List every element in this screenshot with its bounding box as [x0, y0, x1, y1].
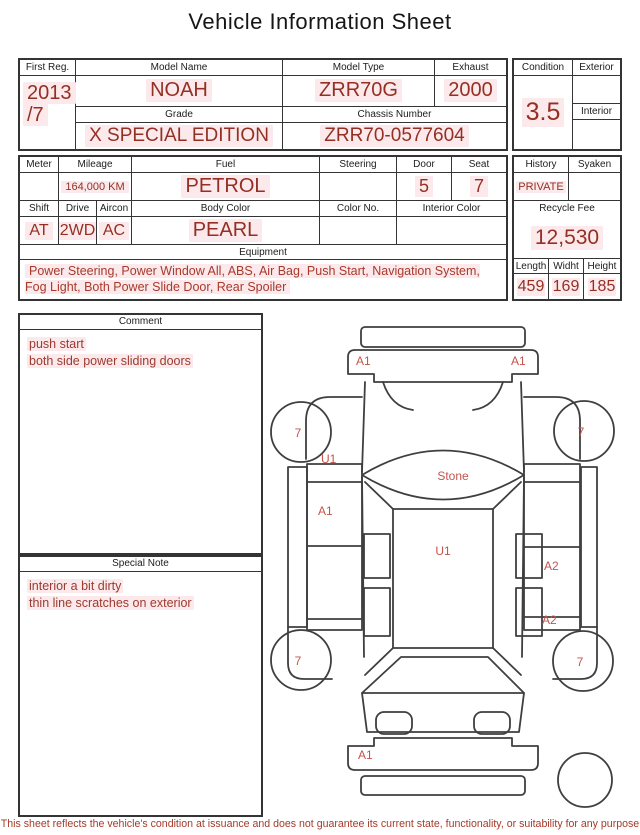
- spec-table: [18, 155, 508, 301]
- right-panel-dividers: [524, 482, 580, 617]
- recycle-fee-label: Recycle Fee: [539, 203, 595, 214]
- right-door-window-front: [516, 534, 542, 578]
- condition-label: Condition: [514, 60, 572, 76]
- model-type-cell: [283, 60, 435, 106]
- exterior-value: [573, 76, 620, 104]
- pillar-front-right: [493, 482, 521, 509]
- comment-label: Comment: [20, 315, 261, 330]
- equipment-label: Equipment: [20, 245, 506, 260]
- body-color-value: PEARL: [189, 219, 263, 242]
- rear-window: [362, 657, 524, 693]
- identity-table: [18, 58, 508, 151]
- hood-right-edge: [521, 382, 524, 472]
- pillar-rear-right: [493, 648, 521, 675]
- chassis-number-value: ZRR70-0577604: [320, 125, 468, 147]
- recycle-fee-value: 12,530: [531, 226, 603, 250]
- model-name-label: Model Name: [76, 60, 282, 76]
- mileage-value: 164,000 KM: [61, 181, 128, 193]
- rear-lower-strip: [361, 776, 525, 795]
- aircon-label: Aircon: [97, 201, 132, 217]
- front-left-fender: [306, 397, 362, 459]
- meter-value: [20, 173, 59, 200]
- history-fee-table: [512, 155, 622, 301]
- width-value: 169: [552, 277, 580, 295]
- car-top-view-diagram: [268, 312, 640, 817]
- comment-box: [18, 313, 263, 555]
- pillar-rear-left: [365, 648, 393, 675]
- rear-left-fender: [288, 627, 332, 679]
- grade-cell: [76, 106, 283, 149]
- length-label: Length: [514, 259, 549, 274]
- length-value: 459: [517, 277, 545, 295]
- interior-label: Interior: [573, 104, 620, 120]
- model-type-value: ZRR70G: [315, 79, 402, 102]
- shift-label: Shift: [20, 201, 59, 217]
- special-note-label: Special Note: [20, 557, 261, 572]
- rear-bumper: [348, 738, 538, 770]
- history-value: PRIVATE: [518, 180, 564, 193]
- door-label: Door: [397, 157, 452, 173]
- chassis-number-label: Chassis Number: [283, 107, 506, 123]
- damage-label-u1-roof: U1: [435, 544, 451, 558]
- color-no-value: [320, 217, 397, 244]
- rear-light-left: [376, 712, 412, 734]
- color-no-label: Color No.: [320, 201, 397, 217]
- damage-label-a1-door: A1: [318, 504, 333, 518]
- special-note-box: [18, 555, 263, 817]
- right-rocker-panel: [581, 467, 597, 627]
- front-grille-strip: [361, 327, 525, 347]
- model-name-cell: [76, 60, 283, 106]
- page-title: Vehicle Information Sheet: [188, 9, 452, 34]
- damage-label-u1-fender: U1: [321, 452, 337, 466]
- grade-label: Grade: [76, 107, 282, 123]
- left-door-window-front: [364, 534, 390, 578]
- height-value: 185: [588, 277, 616, 295]
- steering-value: [320, 173, 397, 200]
- left-panel-dividers: [307, 482, 362, 619]
- model-name-value: NOAH: [146, 79, 212, 102]
- grade-value: X SPECIAL EDITION: [85, 125, 273, 147]
- exhaust-value: 2000: [444, 79, 497, 102]
- body-color-label: Body Color: [132, 201, 320, 217]
- hood-arc-right: [473, 382, 503, 410]
- first-reg-year: 2013: [23, 82, 76, 104]
- model-type-label: Model Type: [283, 60, 434, 76]
- damage-label-wheel-fl: 7: [294, 426, 302, 440]
- history-label: History: [514, 157, 569, 173]
- seat-value: 7: [470, 176, 488, 197]
- fuel-value: PETROL: [181, 175, 269, 198]
- damage-label-a2-quarter: A2: [542, 613, 557, 627]
- aircon-value: AC: [99, 222, 129, 240]
- interior-color-label: Interior Color: [397, 201, 506, 217]
- damage-label-stone-windshield: Stone: [437, 469, 469, 483]
- condition-value: 3.5: [522, 98, 565, 127]
- front-right-fender: [524, 397, 580, 459]
- damage-label-wheel-rl: 7: [294, 654, 302, 668]
- pillar-front-left: [365, 482, 393, 509]
- special-note-line: interior a bit dirty: [29, 579, 122, 593]
- drive-label: Drive: [59, 201, 97, 217]
- damage-label-wheel-rr: 7: [576, 655, 584, 669]
- interior-color-value: [397, 217, 506, 244]
- drive-value: 2WD: [59, 221, 96, 239]
- front-bumper: [348, 350, 538, 382]
- comment-line: push start: [29, 337, 84, 351]
- right-door-window-rear: [516, 588, 542, 636]
- first-reg-cell: [20, 60, 76, 149]
- syaken-value: [569, 173, 620, 200]
- seat-label: Seat: [452, 157, 506, 173]
- damage-label-a1-rear-bumper: A1: [358, 748, 373, 762]
- syaken-label: Syaken: [569, 157, 620, 173]
- first-reg-month: /7: [23, 104, 48, 126]
- exhaust-cell: [435, 60, 506, 106]
- condition-cell: [514, 60, 573, 149]
- rear-light-right: [474, 712, 510, 734]
- width-label: Widht: [549, 259, 584, 274]
- fuel-label: Fuel: [132, 157, 320, 173]
- first-reg-label: First Reg.: [20, 60, 75, 76]
- roof-panel: [393, 509, 493, 648]
- rear-right-fender: [553, 627, 597, 679]
- left-door-window-rear: [364, 588, 390, 636]
- exhaust-label: Exhaust: [435, 60, 506, 76]
- steering-label: Steering: [320, 157, 397, 173]
- damage-label-a1-front-right: A1: [511, 354, 526, 368]
- shift-value: AT: [25, 222, 52, 240]
- chassis-number-cell: [283, 106, 506, 149]
- equipment-value: Power Steering, Power Window All, ABS, Air Bag, Push Start, Navigation System, Fog Light, Both Power Slide Door, Rear Spoiler: [25, 264, 480, 295]
- damage-label-a1-front-left: A1: [356, 354, 371, 368]
- spare-tire: [558, 753, 612, 807]
- damage-label-a2-door: A2: [544, 559, 559, 573]
- hood-left-edge: [362, 382, 365, 472]
- height-label: Height: [584, 259, 620, 274]
- exterior-interior-cell: [573, 60, 620, 149]
- car-damage-diagram: [268, 312, 640, 817]
- door-value: 5: [415, 176, 433, 197]
- condition-table: [512, 58, 622, 151]
- meter-label: Meter: [20, 157, 59, 173]
- disclaimer-text: This sheet reflects the vehicle's condition at issuance and does not guarantee its current state, functionality, or suitability for any purpose: [0, 818, 640, 830]
- hood-arc-left: [383, 382, 413, 410]
- exterior-label: Exterior: [573, 60, 620, 76]
- left-rocker-panel: [288, 467, 307, 627]
- comment-line: both side power sliding doors: [29, 353, 191, 368]
- special-note-line: thin line scratches on exterior: [29, 595, 192, 610]
- left-door-panels: [307, 464, 362, 630]
- damage-label-wheel-fr: 7: [577, 425, 585, 439]
- mileage-label: Mileage: [59, 157, 132, 173]
